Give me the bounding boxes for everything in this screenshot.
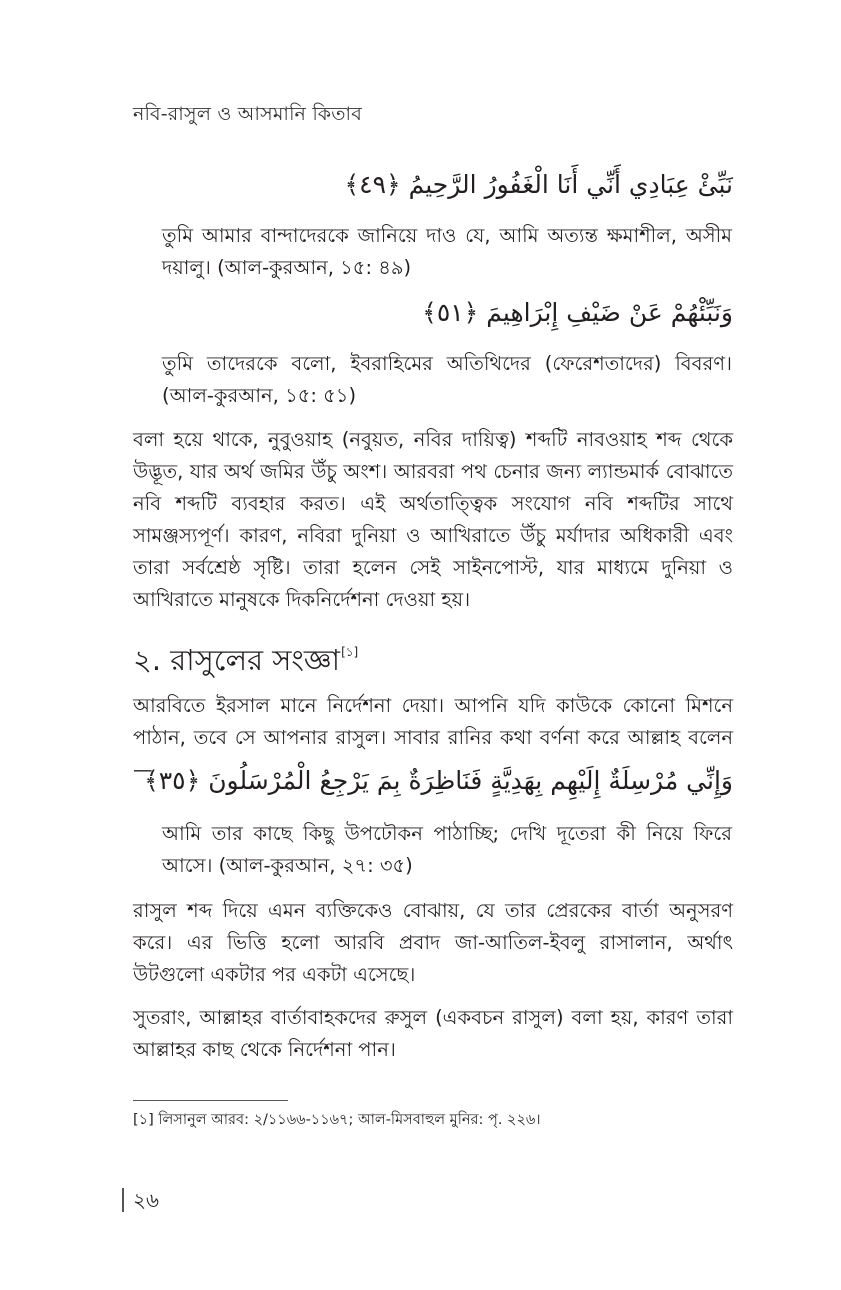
section-heading-text: ২. রাসুলের সংজ্ঞা [133, 643, 341, 677]
arabic-verse-3: وَإِنِّي مُرْسِلَةٌ إِلَيْهِم بِهَدِيَّةٍ فَنَاظِرَةٌ بِمَ يَرْجِعُ الْمُرْسَلُونَ ﴿٣٥﴾ [144, 766, 733, 795]
arabic-verse-1: نَبِّئْ عِبَادِي أَنِّي أَنَا الْغَفُورُ الرَّحِيمُ ﴿٤٩﴾ [344, 170, 733, 199]
verse-translation-3: আমি তার কাছে কিছু উপঢৌকন পাঠাচ্ছি; দেখি দূতেরা কী নিয়ে ফিরে আসে। (আল-কুরআন, ২৭: ৩৫) [162, 822, 732, 877]
footnote: [১] লিসানুল আরব: ২/১১৬৬-১১৬৭; আল-মিসবাহুল মুনির: পৃ. ২২৬। [133, 1112, 541, 1128]
page-number: ২৬ [133, 1188, 160, 1212]
footnote-divider [133, 1100, 288, 1101]
section-heading [133, 638, 358, 687]
verse-translation-1: তুমি আমার বান্দাদেরকে জানিয়ে দাও যে, আমি অত্যন্ত ক্ষমাশীল, অসীম দয়ালু। (আল-কুরআন, ১৫: ৪৯) [162, 224, 732, 279]
verse-translation-2: তুমি তাদেরকে বলো, ইবরাহিমের অতিথিদের (ফেরেশতাদের) বিবরণ। (আল-কুরআন, ১৫: ৫১) [162, 352, 732, 407]
running-title: নবি-রাসুল ও আসমানি কিতাব [133, 103, 362, 125]
footnote-ref[interactable]: [১] [341, 645, 359, 659]
paragraph-irsal: আরবিতে ইরসাল মানে নির্দেশনা দেয়া। আপনি যদি কাউকে কোনো মিশনে পাঠান, তবে সে আপনার রাসুল। সাবার রানির কথা বর্ণনা করে আল্লাহ বলেন— [133, 694, 733, 781]
paragraph-nubuwah: বলা হয়ে থাকে, নুবুওয়াহ (নবুয়ত, নবির দায়িত্ব) শব্দটি নাবওয়াহ শব্দ থেকে উদ্ভূত, যার অর্থ জমির উঁচু অংশ। আরবরা পথ চেনার জন্য ল্যান্ডমার্ক বোঝাতে নবি শব্দটি ব্যবহার করত। এই অর্থতাত্ত্বিক সংযোগ নবি শব্দটির সাথে সামঞ্জস্যপূর্ণ। কারণ, নবিরা দুনিয়া ও আখিরাতে উঁচু মর্যাদার অধিকারী এবং তারা সর্বশ্রেষ্ঠ সৃষ্টি। তারা হলেন সেই সাইনপোস্ট, যার মাধ্যমে দুনিয়া ও আখিরাতে মানুষকে দিকনির্দেশনা দেওয়া হয়। [133, 428, 733, 611]
page-number-bar [122, 1188, 124, 1212]
paragraph-rasul-word: রাসুল শব্দ দিয়ে এমন ব্যক্তিকেও বোঝায়, যে তার প্রেরকের বার্তা অনুসরণ করে। এর ভিত্তি হলো আরবি প্রবাদ জা-আতিল-ইবলু রাসালান, অর্থাৎ উটগুলো একটার পর একটা এসেছে। [133, 899, 733, 986]
arabic-verse-2: وَنَبِّئْهُمْ عَنْ ضَيْفِ إِبْرَاهِيمَ ﴿٥١﴾ [422, 298, 733, 327]
paragraph-rusul: সুতরাং, আল্লাহর বার্তাবাহকদের রুসুল (একবচন রাসুল) বলা হয়, কারণ তারা আল্লাহর কাছ থেকে নির্দেশনা পান। [133, 1006, 733, 1061]
